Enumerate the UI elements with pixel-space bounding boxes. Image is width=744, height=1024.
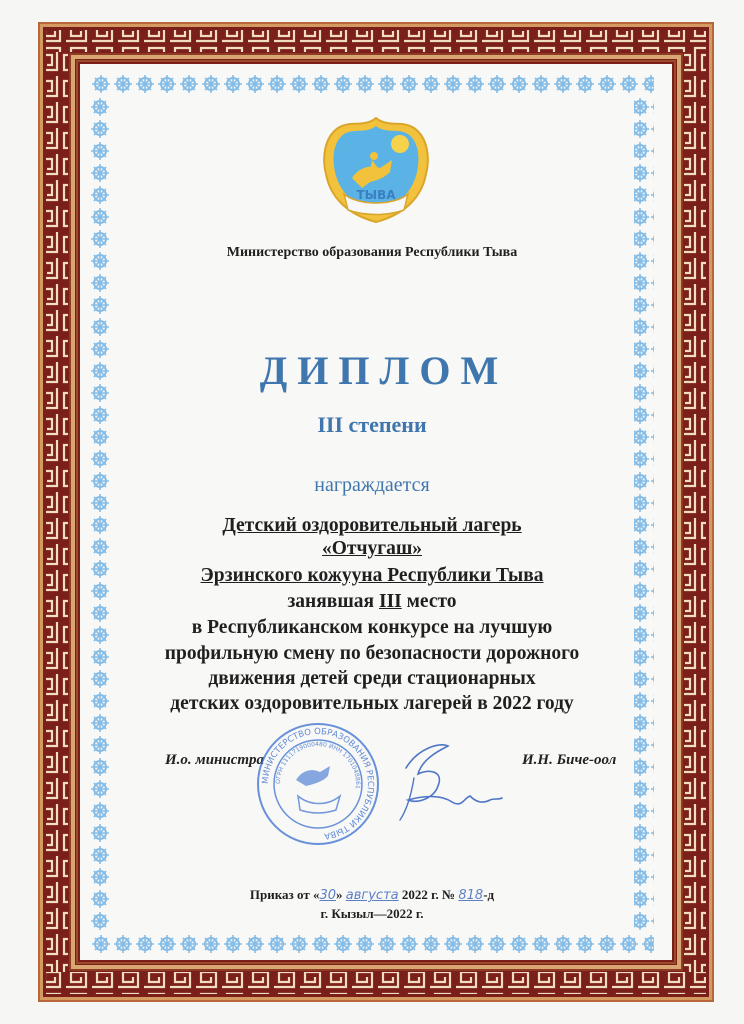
recipient-line-2: «Отчугаш» <box>321 538 423 559</box>
emblem-label: ТЫВА <box>356 188 396 202</box>
order-number: 818 <box>458 888 484 903</box>
signer-name: И.Н. Биче-оол <box>522 752 617 768</box>
order-line <box>0 887 744 903</box>
place-value: III <box>378 591 402 612</box>
recipient-line-1: Детский оздоровительный лагерь <box>222 515 522 536</box>
order-day: 30 <box>319 888 337 903</box>
tuva-emblem-icon <box>318 114 434 226</box>
order-year: 2022 г. № <box>398 887 459 902</box>
awarded-label: награждается <box>314 474 430 496</box>
achievement-line-2: в Республиканском конкурсе на лучшую <box>191 617 553 638</box>
place-prefix: занявшая <box>287 591 375 612</box>
diploma-title: ДИПЛОМ <box>259 348 509 393</box>
stamp-inner-text: ОГРН 1111719000480 ИНН 1701048861 <box>274 740 362 790</box>
diploma-degree: III степени <box>317 412 427 437</box>
achievement-line-4: движения детей среди стационарных <box>208 668 536 689</box>
order-prefix: Приказ от « <box>249 887 320 902</box>
order-mid: » <box>336 887 343 902</box>
achievement-line-5: детских оздоровительных лагерей в 2022 году <box>170 693 574 714</box>
signer-position: И.о. министра <box>165 752 265 768</box>
achievement-line-3: профильную смену по безопасности дорожного <box>164 643 580 664</box>
achievement-place <box>0 591 744 613</box>
order-month: августа <box>345 888 399 903</box>
handwritten-signature <box>378 738 508 828</box>
official-stamp <box>256 722 380 846</box>
order-suffix: -д <box>483 887 495 902</box>
recipient-line-3: Эрзинского кожууна Республики Тыва <box>200 565 544 586</box>
stamp-ring-text: МИНИСТЕРСТВО ОБРАЗОВАНИЯ РЕСПУБЛИКИ ТЫВА <box>260 726 376 841</box>
place-suffix: место <box>406 591 457 612</box>
city-year: г. Кызыл—2022 г. <box>320 906 424 921</box>
ministry-name: Министерство образования Республики Тыва <box>226 245 518 260</box>
